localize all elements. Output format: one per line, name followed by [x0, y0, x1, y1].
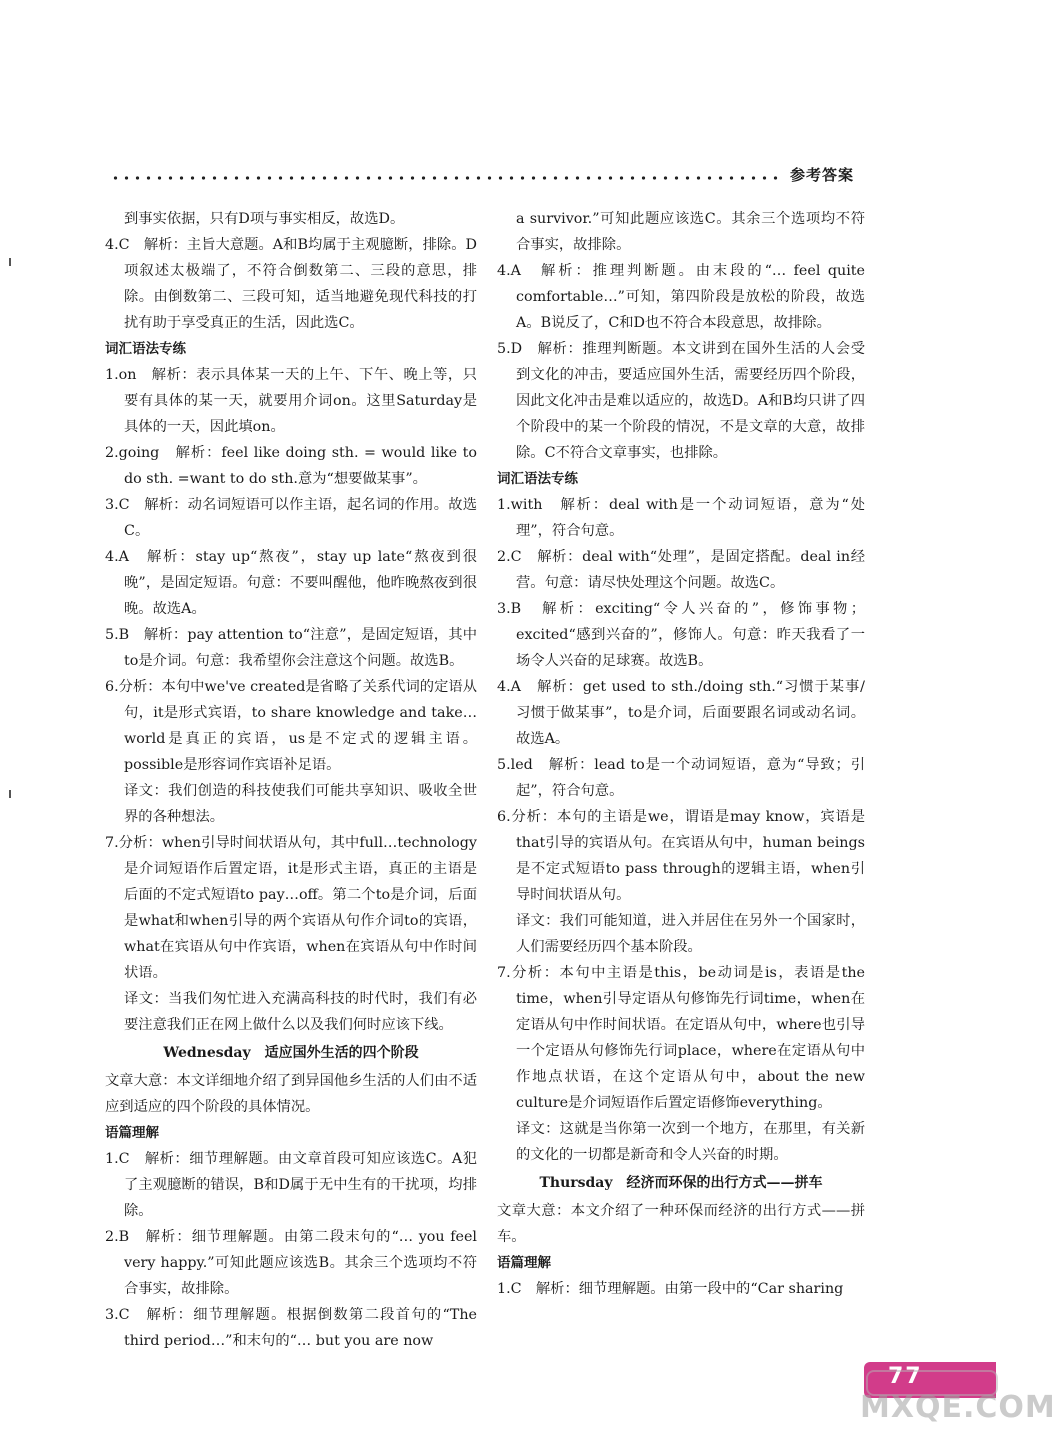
answer-item: 4.C 解析：主旨大意题。A和B均属于主观臆断，排除。D项叙述太极端了，不符合倒数第二、三段的意思，排除。由倒数第二、三段可知，适当地避免现代科技的打扰有助于享受真正的生活，因此选C。	[105, 237, 477, 331]
answer-item: 1.C 解析：细节理解题。由第一段中的“Car sharing	[497, 1281, 844, 1297]
translation: 译文：当我们匆忙进入充满高科技的时代时，我们有必要注意我们正在网上做什么以及我们何时应该下线。	[124, 991, 477, 1033]
article-gist: 文章大意：本文介绍了一种环保而经济的出行方式——拼车。	[497, 1203, 865, 1245]
answer-item: 7.分析：when引导时间状语从句，其中full…technology是介词短语作后置定语，it是形式主语，真正的主语是后面的不定式短语to pay…off。第二个to是介词，后面是what和when引导的两个宾语从句作介词to的宾语，what在宾语从句中作宾语，when在宾语从句中作时间状语。	[105, 835, 477, 981]
page-number: 77	[888, 1364, 923, 1389]
answer-item: 3.B 解析：exciting“令人兴奋的”，修饰事物；excited“感到兴奋的”，修饰人。句意：昨天我看了一场令人兴奋的足球赛。故选B。	[497, 601, 865, 669]
section-heading: 语篇理解	[497, 1255, 551, 1271]
answer-item: 1.with 解析：deal with是一个动词短语，意为“处理”，符合句意。	[497, 497, 865, 539]
margin-mark	[9, 790, 11, 798]
header-dotted-rule	[110, 176, 778, 180]
section-heading: 词汇语法专练	[105, 341, 186, 357]
answer-item: 6.分析：本句的主语是we，谓语是may know，宾语是that引导的宾语从句。在宾语从句中，human beings是不定式短语to pass through的逻辑主语，when引导时间状语从句。	[497, 809, 865, 903]
day-title: Wednesday 适应国外生活的四个阶段	[163, 1045, 419, 1061]
answer-item: 3.C 解析：细节理解题。根据倒数第二段首句的“The third period…”和末句的“… but you are now	[105, 1307, 477, 1349]
section-heading: 词汇语法专练	[497, 471, 578, 487]
answer-item: 4.A 解析：stay up“熬夜”，stay up late“熬夜到很晚”，是固定短语。句意：不要叫醒他，他昨晚熬夜到很晚。故选A。	[105, 549, 477, 617]
answer-item: 5.D 解析：推理判断题。本文讲到在国外生活的人会受到文化的冲击，要适应国外生活，需要经历四个阶段，因此文化冲击是难以适应的，故选D。A和B均只讲了四个阶段中的某一个阶段的情况，不是文章的大意，故排除。C不符合文章事实，也排除。	[497, 341, 865, 461]
answer-item: 1.C 解析：细节理解题。由文章首段可知应该选C。A犯了主观臆断的错误，B和D属于无中生有的干扰项，均排除。	[105, 1151, 477, 1219]
answer-item: 1.on 解析：表示具体某一天的上午、下午、晚上等，只要有具体的某一天，就要用介词on。这里Saturday是具体的一天，因此填on。	[105, 367, 477, 435]
article-gist: 文章大意：本文详细地介绍了到异国他乡生活的人们由不适应到适应的四个阶段的具体情况。	[105, 1073, 477, 1115]
day-title: Thursday 经济而环保的出行方式——拼车	[539, 1175, 823, 1191]
right-column	[497, 206, 865, 1302]
answer-item: 5.B 解析：pay attention to“注意”，是固定短语，其中to是介词。句意：我希望你会注意这个问题。故选B。	[105, 627, 477, 669]
answer-item: 5.led 解析：lead to是一个动词短语，意为“导致；引起”，符合句意。	[497, 757, 865, 799]
header-title: 参考答案	[790, 166, 855, 184]
answer-continuation: a survivor.”可知此题应该选C。其余三个选项均不符合事实，故排除。	[516, 211, 865, 253]
answer-item: 4.A 解析：get used to sth./doing sth.“习惯于某事/习惯于做某事”，to是介词，后面要跟名词或动名词。故选A。	[497, 679, 865, 747]
translation: 译文：这就是当你第一次到一个地方，在那里，有关新的文化的一切都是新奇和令人兴奋的时期。	[516, 1121, 865, 1163]
answer-item: 3.C 解析：动名词短语可以作主语，起名词的作用。故选C。	[105, 497, 477, 539]
answer-item: 2.B 解析：细节理解题。由第二段末句的“… you feel very happy.”可知此题应该选B。其余三个选项均不符合事实，故排除。	[105, 1229, 477, 1297]
answer-item: 4.A 解析：推理判断题。由末段的“… feel quite comfortable…”可知，第四阶段是放松的阶段，故选A。B说反了，C和D也不符合本段意思，故排除。	[497, 263, 865, 331]
answer-item: 2.C 解析：deal with“处理”，是固定搭配。deal in经营。句意：请尽快处理这个问题。故选C。	[497, 549, 865, 591]
section-heading: 语篇理解	[105, 1125, 159, 1141]
answer-item: 2.going 解析：feel like doing sth. = would like to do sth. =want to do sth.意为“想要做某事”。	[105, 445, 477, 487]
left-column	[105, 206, 477, 1354]
translation: 译文：我们可能知道，进入并居住在另外一个国家时，人们需要经历四个基本阶段。	[516, 913, 865, 955]
answer-item: 7.分析：本句中主语是this，be动词是is，表语是the time，when引导定语从句修饰先行词time，when在定语从句中作时间状语。在定语从句中，where也引导一个定语从句修饰先行词place，where在定语从句中作地点状语，在这个定语从句中，about the new culture是介词短语作后置定语修饰everything。	[497, 965, 865, 1111]
margin-mark	[9, 258, 11, 266]
watermark: MXQE.COM	[860, 1390, 1056, 1425]
translation: 译文：我们创造的科技使我们可能共享知识、吸收全世界的各种想法。	[124, 783, 477, 825]
answer-item: 6.分析：本句中we've created是省略了关系代词的定语从句，it是形式宾语，to share knowledge and take…world是真正的宾语，us是不定式的逻辑主语。possible是形容词作宾语补足语。	[105, 679, 477, 773]
answer-continuation: 到事实依据，只有D项与事实相反，故选D。	[124, 211, 405, 227]
